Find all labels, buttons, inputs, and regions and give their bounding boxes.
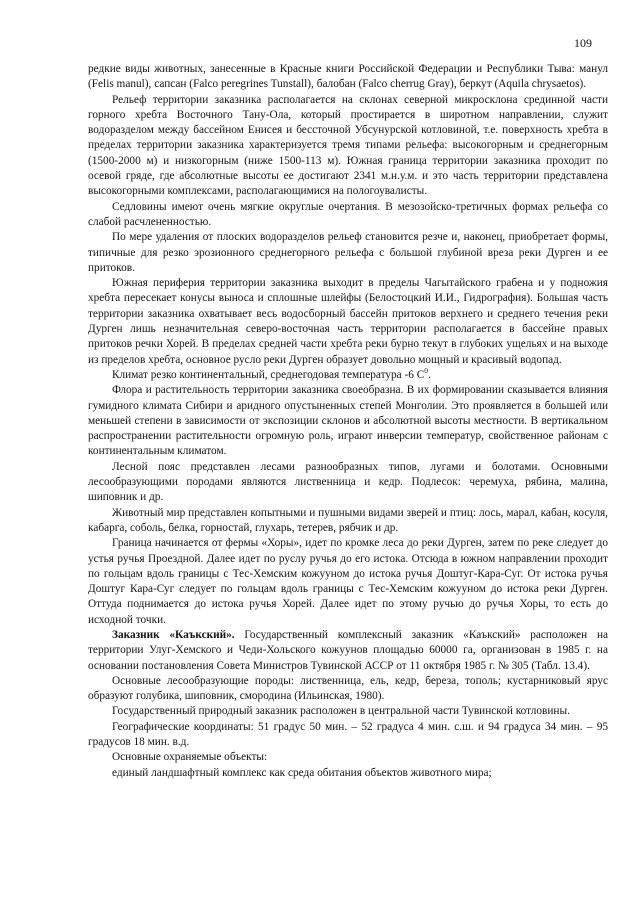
paragraph-kakskiy-reserve	[88, 628, 608, 674]
paragraph-red-book-species: редкие виды животных, занесенные в Красные книги Российской Федерации и Республики Тыва: манул (Felis manul), сапсан (Falco peregrines Tunstall), балобан (Falco cherrug Gray), беркут (Aquila chrysaetos).	[88, 63, 608, 91]
paragraph-protected-objects-title: Основные охраняемые объекты:	[112, 751, 268, 764]
paragraph-relief-sharpening: По мере удаления от плоских водоразделов рельеф становится резче и, наконец, приобретает формы, типичные для резко эрозионного среднегорного рельефа с большой глубиной вреза реки Дурген и ее притоков.	[88, 231, 608, 274]
paragraph-main-species: Основные лесообразующие породы: лиственница, ель, кедр, береза, тополь; кустарниковый ярус образуют голубика, шиповник, смородина (Ильинская, 1980).	[88, 674, 608, 703]
kakskiy-description: Государственный комплексный заказник «Каъкский» расположен на территории Улуг-Хемского и Чеди-Хольского кожуунов площадью 60000 га, организован в 1985 г. на основании постановления Совета Министров Тувинской АССР от 11 октября 1985 г. № 305 (Табл. 13.4).	[88, 628, 609, 672]
paragraph-southern-periphery: Южная периферия территории заказника выходит в пределы Чагытайского грабена и у подножия хребта пересекает конусы выноса и сплошные шлейфы (Белостоцкий И.И., Гидрография). Большая часть территории заказника охватывает весь водосборный бассейн притоков верхнего и среднего течения реки Дурген лишь незначительная северо-восточная часть территории располагается в бассейне правых притоков речки Хорей. В пределах средней части хребта реки бурно текут в глубоких ущельях и на выходе из пределов хребта, основное русло реки Дурген образует довольно мощный и красивый водопад.	[88, 277, 608, 366]
climate-text: Климат резко континентальный, среднегодовая температура -6 С	[112, 368, 425, 381]
paragraph-protected-object-item: единый ландшафтный комплекс как среда обитания объектов животного мира;	[112, 766, 492, 779]
paragraph-fauna: Животный мир представлен копытными и пушными видами зверей и птиц: лось, марал, кабан, косуля, кабарга, соболь, белка, горностай, глухарь, тетерев, рябчик и др.	[88, 506, 608, 534]
paragraph-saddles: Седловины имеют очень мягкие округлые очертания. В мезозойско-третичных формах рельефа со слабой расчлененностью.	[88, 200, 608, 228]
paragraph-forest-belt: Лесной пояс представлен лесами разнообразных типов, лугами и болотами. Основными лесообразующими породами являются лиственница и кедр. Подлесок: черемуха, рябина, малина, шиповник и др.	[88, 460, 608, 504]
body-text	[88, 62, 608, 781]
paragraph-climate	[88, 365, 608, 383]
degree-superscript: 0	[424, 365, 429, 375]
climate-period: .	[428, 368, 431, 381]
page-number: 109	[574, 36, 592, 50]
paragraph-location: Государственный природный заказник расположен в центральной части Тувинской котловины.	[112, 705, 570, 718]
paragraph-boundary: Граница начинается от фермы «Хоры», идет по кромке леса до реки Дурген, затем по реке следует до устья ручья Проездной. Далее идет по руслу ручья до его истока. Отсюда в южном направлении проходит по гольцам вдоль границы с Тес-Хемским кожууном до истока ручья Доштуг-Кара-Суг. От истока ручья Доштуг Кара-Суг следует по гольцам вдоль границы с Тес-Хемским кожууном до истока реки Дурген. Оттуда поднимается до истока ручья Хорей. Далее идет по этому ручью до ручья Хоры, то есть до исходной точки.	[88, 537, 608, 626]
section-heading-kakskiy: Заказник «Каъкский».	[112, 628, 235, 641]
paragraph-flora: Флора и растительность территории заказника своеобразна. В их формировании сказывается влияния гумидного климата Сибири и аридного опустыненных степей Монголии. Это проявляется в большей или меньшей степени в зависимости от экспозиции склонов и абсолютной высоты местности. В вертикальном распространении растительности огромную роль, играют инверсии температур, свойственное районам с континентальным климатом.	[88, 384, 608, 458]
paragraph-coordinates: Географические координаты: 51 градус 50 мин. – 52 градуса 4 мин. с.ш. и 94 градуса 34 мин. – 95 градусов 18 мин. в.д.	[88, 720, 608, 749]
paragraph-relief: Рельеф территории заказника располагается на склонах северной микросклона срединной части горного хребта Восточного Тану-Ола, который простирается в широтном направлении, служит водоразделом между бассейном Енисея и бессточной Убсунурской котловиной, т.е. поверхность хребта в пределах территории заказника характеризуется тремя типами рельефа: высокогорным и среднегорным (1500-2000 м) и низкогорным (ниже 1500-113 м). Южная граница территории заказника проходит по осевой гряде, где абсолютные высоты ее достигают 2341 м.н.у.м. и это часть территории представлена высокогорными комплексами, располагающимися на пологоувалисты.	[88, 93, 608, 198]
